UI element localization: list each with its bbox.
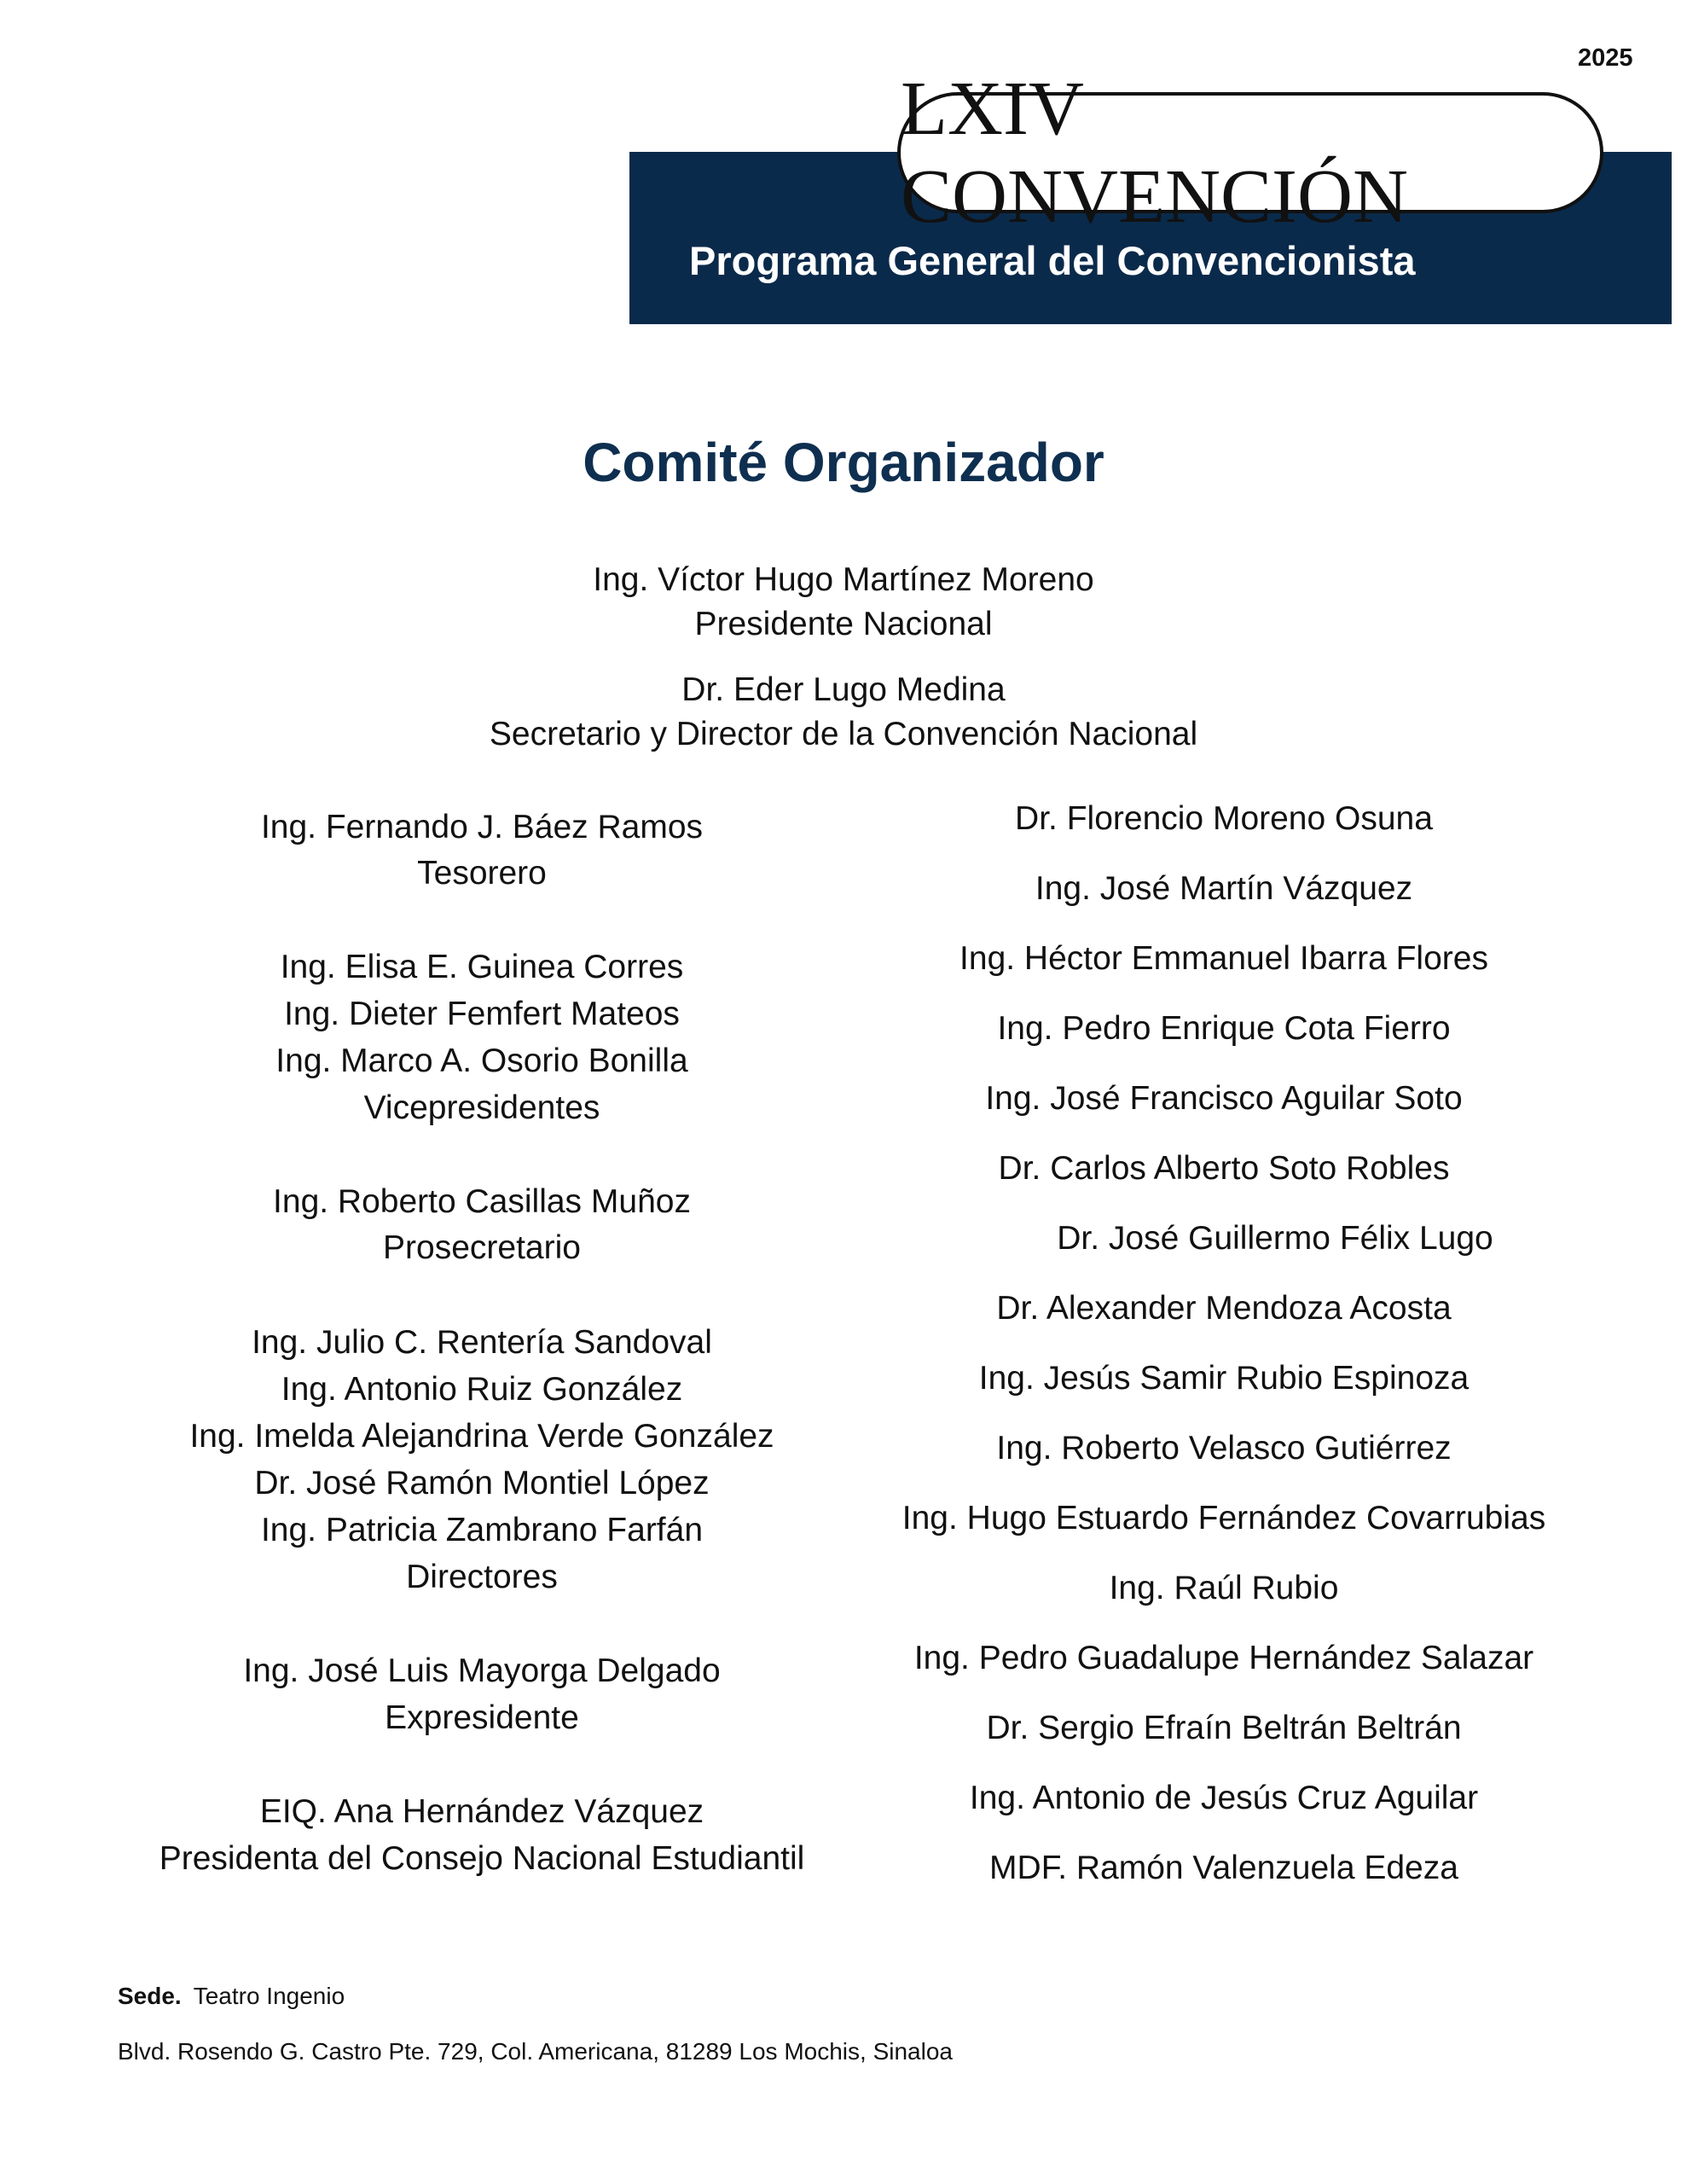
committee-member: Dr. Florencio Moreno Osuna [1015, 800, 1433, 837]
venue-line [118, 1983, 345, 2010]
treasurer-role: Tesorero [417, 855, 547, 892]
prosecretary-role: Prosecretario [383, 1229, 581, 1266]
committee-member: Ing. Pedro Guadalupe Hernández Salazar [913, 1640, 1534, 1676]
prosecretary-name: Ing. Roberto Casillas Muñoz [273, 1183, 691, 1220]
committee-member: Dr. Alexander Mendoza Acosta [996, 1290, 1452, 1327]
director-name: Ing. Julio C. Rentería Sandoval [252, 1324, 712, 1361]
director-name: Ing. Imelda Alejandrina Verde González [189, 1418, 774, 1455]
student-council-role: Presidenta del Consejo Nacional Estudiantil [159, 1840, 805, 1877]
committee-member: Ing. Antonio de Jesús Cruz Aguilar [969, 1780, 1479, 1816]
student-council-name: EIQ. Ana Hernández Vázquez [259, 1793, 704, 1830]
committee-member: Ing. Héctor Emmanuel Ibarra Flores [959, 940, 1488, 977]
secretary-name: Dr. Eder Lugo Medina [681, 671, 1006, 708]
committee-member: Ing. Raúl Rubio [1109, 1570, 1339, 1606]
director-name: Dr. José Ramón Montiel López [254, 1465, 710, 1502]
vicepresidents-role: Vicepresidentes [363, 1089, 600, 1126]
expresident-role: Expresidente [385, 1699, 579, 1736]
committee-member: Ing. Jesús Samir Rubio Espinoza [978, 1360, 1470, 1397]
secretary-role: Secretario y Director de la Convención Nacional [489, 716, 1198, 752]
year-label: 2025 [1578, 44, 1633, 72]
committee-member: Ing. José Martín Vázquez [1035, 870, 1413, 907]
vicepresident-name: Ing. Dieter Femfert Mateos [284, 996, 680, 1032]
president-role: Presidente Nacional [694, 606, 993, 642]
committee-member: Ing. Hugo Estuardo Fernández Covarrubias [901, 1500, 1546, 1536]
expresident-name: Ing. José Luis Mayorga Delgado [243, 1653, 721, 1689]
page-title: Comité Organizador [583, 432, 1104, 493]
committee-member: Ing. José Francisco Aguilar Soto [985, 1080, 1463, 1117]
convention-title: LXIV CONVENCIÓN [897, 92, 1603, 213]
director-name: Ing. Antonio Ruiz González [281, 1371, 683, 1408]
vicepresident-name: Ing. Marco A. Osorio Bonilla [275, 1043, 688, 1079]
committee-member: Dr. José Guillermo Félix Lugo [1057, 1220, 1493, 1257]
committee-member: Ing. Roberto Velasco Gutiérrez [996, 1430, 1452, 1467]
committee-member: Dr. Sergio Efraín Beltrán Beltrán [986, 1710, 1462, 1746]
treasurer-name: Ing. Fernando J. Báez Ramos [260, 809, 704, 845]
vicepresident-name: Ing. Elisa E. Guinea Corres [280, 949, 684, 985]
directors-role: Directores [406, 1559, 558, 1595]
venue-address: Blvd. Rosendo G. Castro Pte. 729, Col. Americana, 81289 Los Mochis, Sinaloa [118, 2038, 953, 2065]
president-name: Ing. Víctor Hugo Martínez Moreno [593, 561, 1094, 598]
committee-member: MDF. Ramón Valenzuela Edeza [989, 1850, 1458, 1886]
director-name: Ing. Patricia Zambrano Farfán [260, 1512, 704, 1548]
program-subtitle: Programa General del Convencionista [689, 238, 1416, 283]
venue-label: Sede. [118, 1983, 182, 2009]
venue-name: Teatro Ingenio [193, 1983, 345, 2009]
committee-member: Dr. Carlos Alberto Soto Robles [998, 1150, 1450, 1187]
committee-member: Ing. Pedro Enrique Cota Fierro [997, 1010, 1451, 1047]
